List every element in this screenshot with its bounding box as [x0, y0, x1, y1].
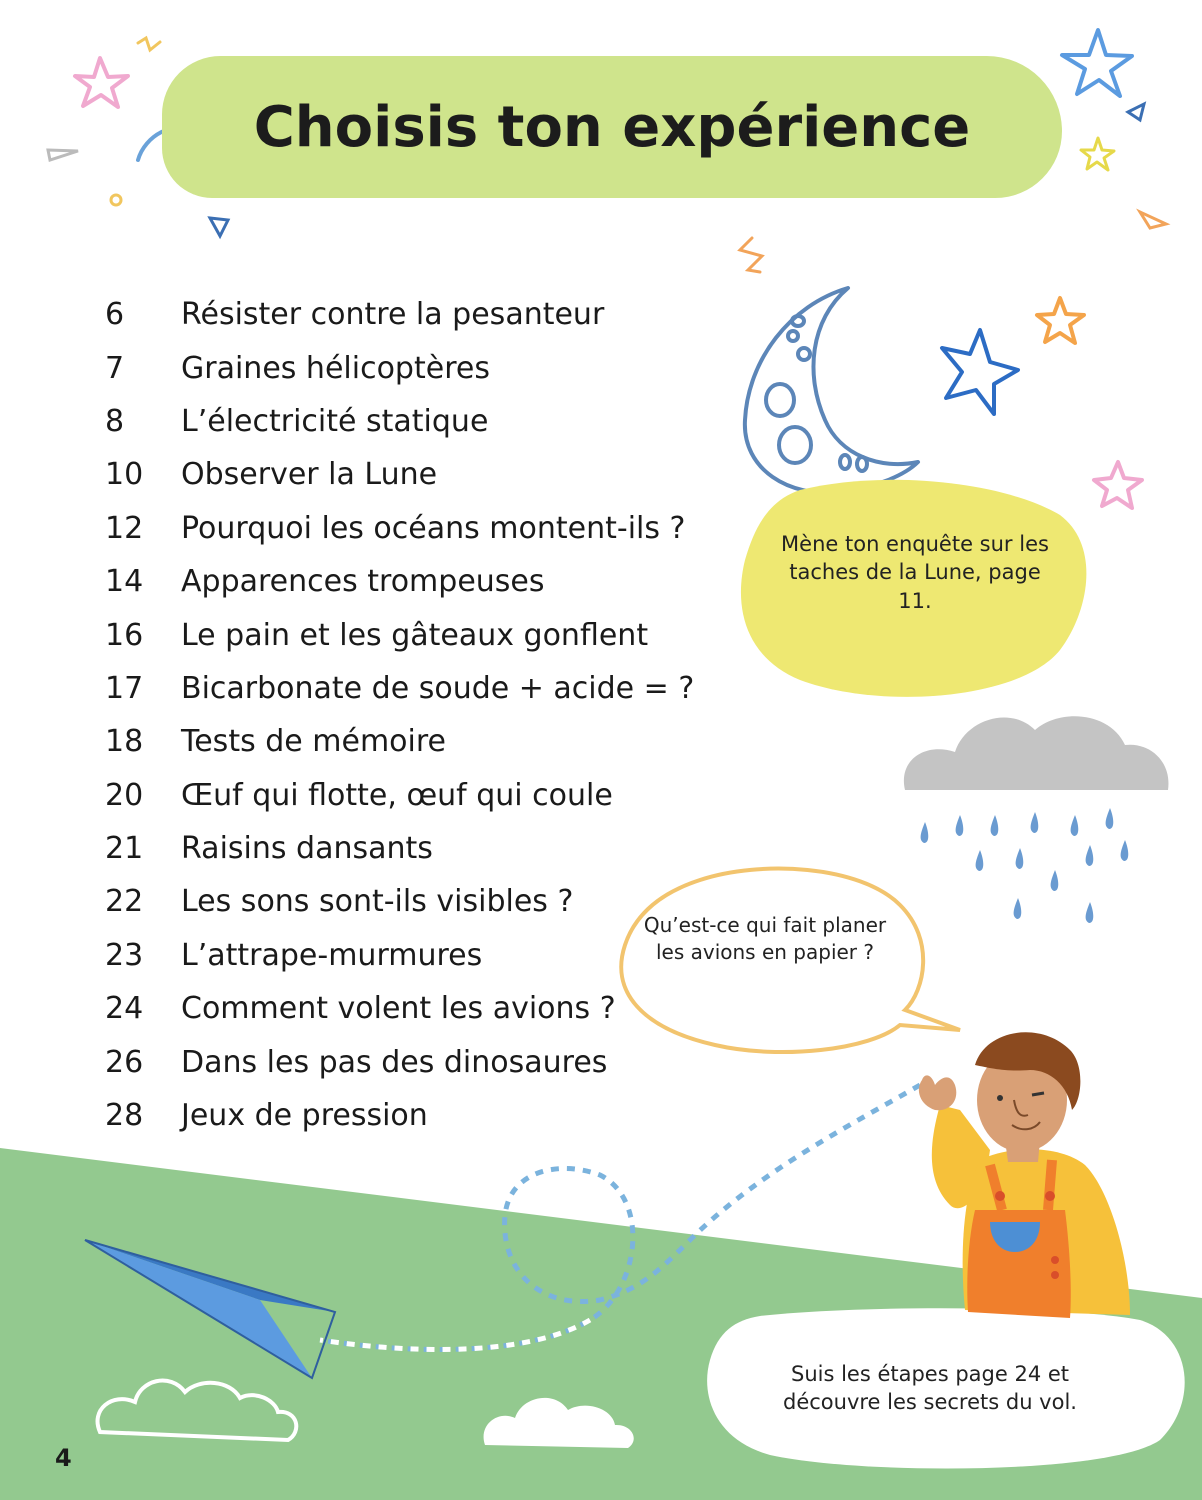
toc-entry[interactable]	[105, 448, 725, 501]
toc-page-number: 28	[105, 1098, 144, 1134]
toc-page-number: 8	[105, 403, 125, 439]
doodle-yellow-star-icon	[1081, 138, 1114, 170]
toc-label: Observer la Lune	[181, 457, 438, 493]
toc-entry[interactable]	[105, 982, 725, 1035]
toc-entry[interactable]	[105, 1089, 725, 1142]
star-doodles-night	[942, 298, 1142, 508]
toc-page-number: 24	[105, 991, 144, 1027]
moon-note: Mène ton enquête sur les taches de la Lune, page 11.	[781, 532, 1049, 613]
toc-label: Dans les pas des dinosaures	[181, 1044, 608, 1080]
toc-label: Pourquoi les océans montent-ils ?	[181, 510, 686, 546]
toc-entry[interactable]	[105, 502, 725, 555]
toc-page-number: 21	[105, 831, 144, 867]
toc-page-number: 22	[105, 884, 144, 920]
page-number: 4	[55, 1444, 72, 1472]
blue-star-icon	[942, 330, 1018, 414]
plane-question: Qu’est-ce qui fait planer les avions en papier ?	[643, 913, 887, 964]
toc-page-number: 17	[105, 670, 144, 706]
pink-star-icon	[1094, 462, 1142, 508]
toc-label: Raisins dansants	[181, 831, 433, 867]
toc-entry[interactable]	[105, 769, 725, 822]
toc-entry[interactable]	[105, 555, 725, 608]
toc-page-number: 12	[105, 510, 144, 546]
toc-label: Les sons sont-ils visibles ?	[181, 884, 574, 920]
doodle-blue-small-triangle	[1128, 104, 1144, 120]
toc-page-number: 6	[105, 297, 125, 333]
toc-label: Apparences trompeuses	[181, 564, 545, 600]
doodle-orange-triangle	[1140, 212, 1166, 228]
doodle-zigzag	[138, 38, 160, 50]
toc-page-number: 7	[105, 350, 125, 386]
doodle-yellow-dot	[111, 195, 121, 205]
toc-entry[interactable]	[105, 341, 725, 394]
toc-label: Jeux de pression	[181, 1098, 428, 1134]
toc-entry[interactable]	[105, 608, 725, 661]
moon-icon	[745, 288, 918, 493]
page-title: Choisis ton expérience	[253, 94, 971, 160]
toc-entry[interactable]	[105, 822, 725, 875]
toc-entry[interactable]	[105, 395, 725, 448]
doodle-orange-zigzag	[740, 238, 762, 272]
toc-page-number: 23	[105, 937, 144, 973]
toc-label: Résister contre la pesanteur	[181, 297, 605, 333]
toc-label: Comment volent les avions ?	[181, 991, 616, 1027]
toc-page-number: 26	[105, 1044, 144, 1080]
toc-page-number: 10	[105, 457, 144, 493]
toc-page-number: 20	[105, 777, 144, 813]
flight-note: Suis les étapes page 24 et découvre les secrets du vol.	[783, 1362, 1077, 1415]
doodle-blue-star-icon	[1062, 30, 1132, 96]
toc-label: Le pain et les gâteaux gonflent	[181, 617, 649, 653]
orange-star-icon	[1037, 298, 1084, 343]
doodle-blue-triangle	[210, 218, 228, 236]
toc-label: Tests de mémoire	[181, 724, 447, 760]
toc-entry[interactable]	[105, 875, 725, 928]
toc-label: Œuf qui flotte, œuf qui coule	[181, 777, 613, 813]
toc-entry[interactable]	[105, 662, 725, 715]
toc-entry[interactable]	[105, 1035, 725, 1088]
toc-page-number: 16	[105, 617, 144, 653]
doodle-gray-triangle	[48, 150, 78, 160]
toc-page-number: 18	[105, 724, 144, 760]
title-banner	[162, 56, 1062, 198]
toc-page-number: 14	[105, 564, 144, 600]
doodle-pink-star-icon	[75, 58, 128, 107]
toc-label: L’attrape-murmures	[181, 937, 483, 973]
toc-label: Bicarbonate de soude + acide = ?	[181, 670, 695, 706]
table-of-contents	[105, 288, 725, 1142]
toc-label: Graines hélicoptères	[181, 350, 490, 386]
toc-entry[interactable]	[105, 715, 725, 768]
rain-cloud-icon	[904, 716, 1169, 923]
toc-entry[interactable]	[105, 288, 725, 341]
toc-entry[interactable]	[105, 929, 725, 982]
toc-label: L’électricité statique	[181, 403, 489, 439]
